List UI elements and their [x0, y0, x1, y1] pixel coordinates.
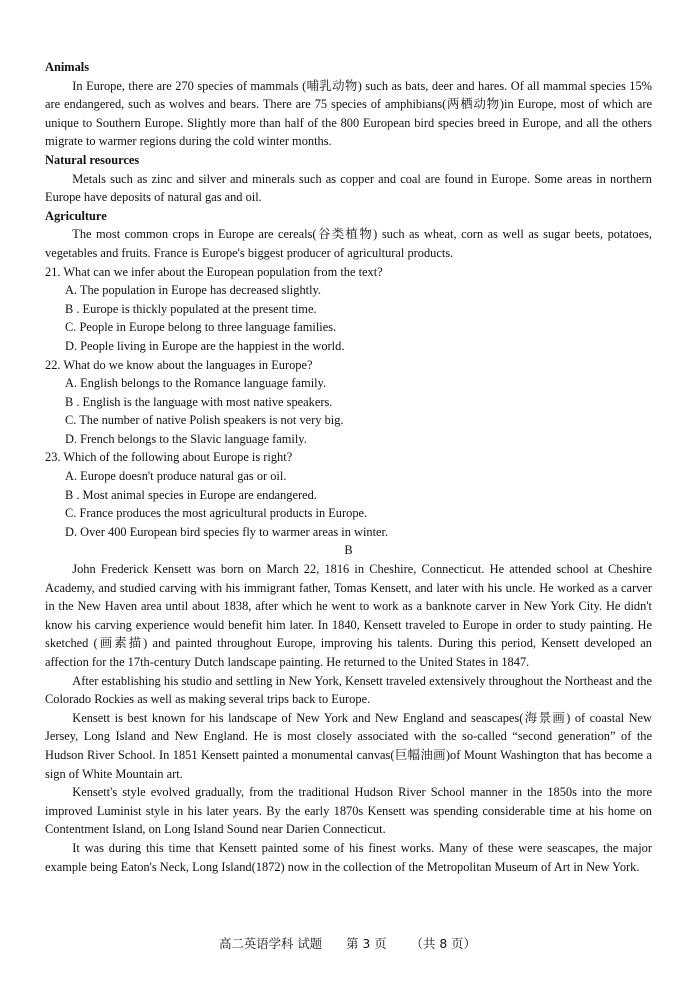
- option-c: C. France produces the most agricultural products in Europe.: [65, 506, 368, 521]
- option-d: D. People living in Europe are the happiest in the world.: [65, 338, 345, 353]
- question-stem: 22. What do we know about the languages in Europe?: [45, 357, 313, 372]
- natural-resources-paragraph: Metals such as zinc and silver and minerals such as copper and coal are found in Europe. Some areas in northern Europe have deposits of natural gas and oil.: [45, 171, 652, 205]
- question-22: [45, 356, 652, 449]
- option-a: A. The population in Europe has decreased slightly.: [65, 283, 322, 298]
- option-c: C. The number of native Polish speakers is not very big.: [65, 413, 344, 428]
- option-c: C. People in Europe belong to three language families.: [65, 320, 337, 335]
- passage-b-paragraph-1: John Frederick Kensett was born on March 22, 1816 in Cheshire, Connecticut. He attended school at Cheshire Academy, and studied carving with his immigrant father, Tomas Kensett, and later with his uncle. He worked as a carver in the New Haven area until about 1838, after which he went to work as a banknote carver in New York City. He didn't know his carving experience would benefit him later. In 1840, Kensett traveled to Europe in order to study painting. He sketched (画素描) and painted throughout Europe, improving his talents. During this period, Kensett developed an affection for the 17th-century Dutch landscape painting. He returned to the United States in 1847.: [45, 562, 652, 669]
- section-b-title: B: [344, 543, 353, 558]
- question-21: [45, 263, 652, 356]
- natural-resources-heading: Natural resources: [45, 152, 140, 167]
- passage-b-paragraph-5: It was during this time that Kensett painted some of his finest works. Many of these were seascapes, the major example being Eaton's Neck, Long Island(1872) now in the collection of the Metropolitan Museum of Art in New York.: [45, 840, 652, 874]
- option-b: B . Most animal species in Europe are endangered.: [65, 487, 317, 502]
- question-stem: 21. What can we infer about the European population from the text?: [45, 264, 383, 279]
- question-23: [45, 448, 652, 541]
- animals-heading: Animals: [45, 60, 90, 74]
- page-footer: [0, 935, 695, 954]
- animals-paragraph: In Europe, there are 270 species of mammals (哺乳动物) such as bats, deer and hares. Of all mammal species 15% are endangered, such as wolves and bears. There are 75 species of amphibians(两栖动物)in Europe, most of which are unique to Southern Europe. Slightly more than half of the 800 European bird species breed in Europe, and all the others migrate to warmer regions during the cold winter months.: [45, 78, 652, 149]
- agriculture-heading: Agriculture: [45, 208, 107, 223]
- page-content: [45, 58, 652, 876]
- passage-b-paragraph-4: Kensett's style evolved gradually, from the traditional Hudson River School manner in the 1850s into the more improved Luminist style in his later years. By the early 1870s Kensett was spending considerable time at his home on Contentment Island, on Long Island Sound near Darien Connecticut.: [45, 785, 652, 837]
- footer-subject: 高二英语学科 试题: [219, 936, 323, 951]
- agriculture-paragraph: The most common crops in Europe are cereals(谷类植物) such as wheat, corn as well as sugar beets, potatoes, vegetables and fruits. France is Europe's biggest producer of agricultural products.: [45, 227, 652, 260]
- footer-page-number: 第 3 页: [346, 936, 387, 951]
- question-stem: 23. Which of the following about Europe is right?: [45, 450, 293, 465]
- option-b: B . Europe is thickly populated at the present time.: [65, 301, 317, 316]
- option-d: D. French belongs to the Slavic language family.: [65, 431, 307, 446]
- option-b: B . English is the language with most native speakers.: [65, 394, 333, 409]
- option-a: A. English belongs to the Romance language family.: [65, 376, 327, 391]
- footer-total-pages: （共 8 页）: [410, 936, 476, 951]
- passage-b-paragraph-2: After establishing his studio and settling in New York, Kensett traveled extensively throughout the Northeast and the Colorado Rockies as well as making several trips back to Europe.: [45, 673, 652, 707]
- option-d: D. Over 400 European bird species fly to warmer areas in winter.: [65, 524, 389, 539]
- option-a: A. Europe doesn't produce natural gas or oil.: [65, 469, 287, 484]
- passage-b-paragraph-3: Kensett is best known for his landscape of New York and New England and seascapes(海景画) of coastal New Jersey, Long Island and New England. He is most closely associated with the so-called “second generation” of the Hudson River School. In 1851 Kensett painted a monumental canvas(巨幅油画)of Mount Washington that has become a sign of White Mountain art.: [45, 710, 652, 781]
